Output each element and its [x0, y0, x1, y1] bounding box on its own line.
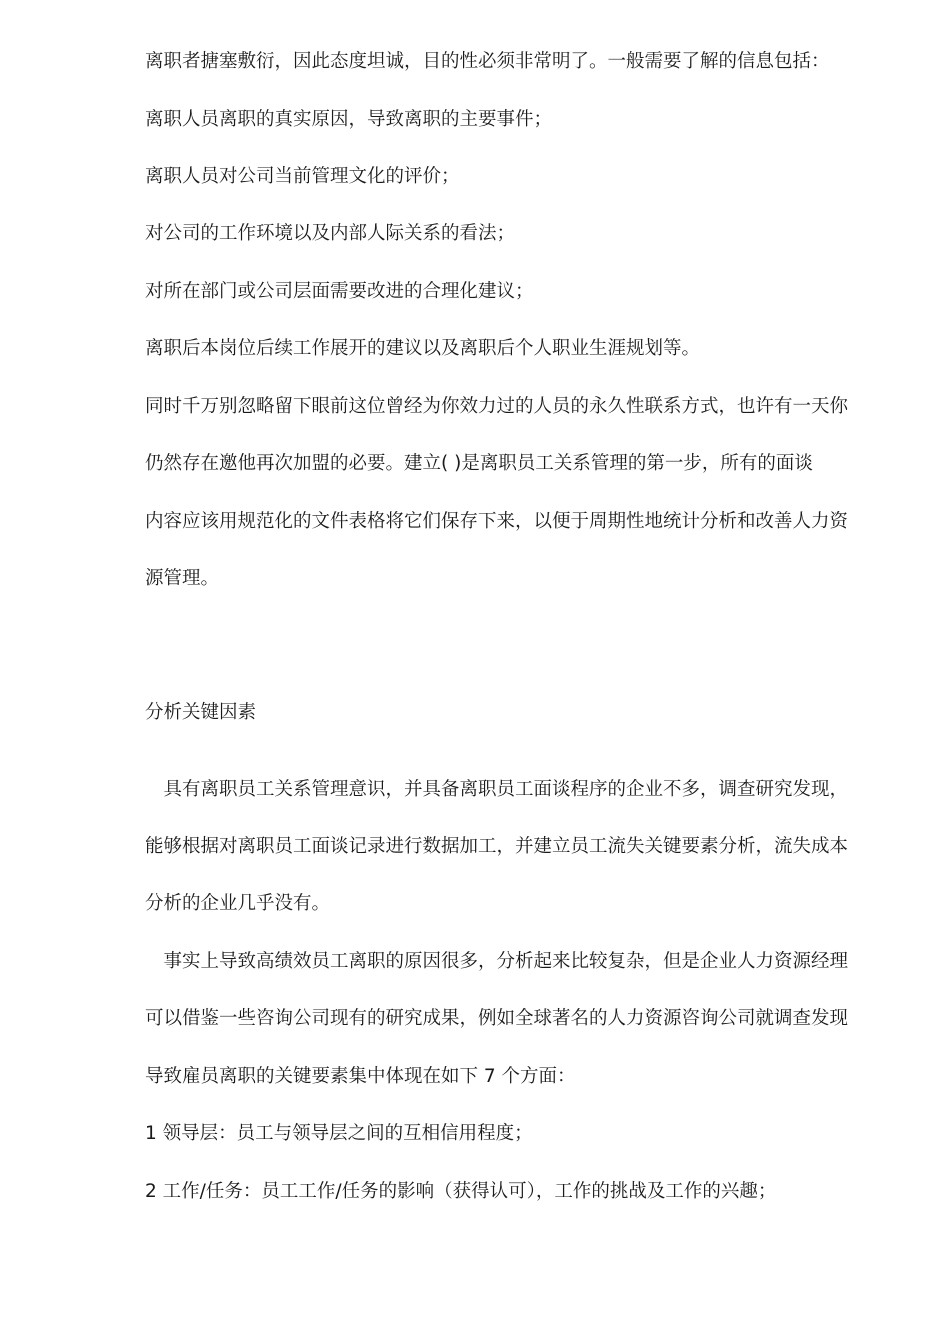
text-line: 离职后本岗位后续工作展开的建议以及离职后个人职业生涯规划等。 [145, 338, 701, 359]
text-line: 事实上导致高绩效员工离职的原因很多，分析起来比较复杂，但是企业人力资源经理 [145, 951, 849, 972]
text-line: 对公司的工作环境以及内部人际关系的看法； [145, 223, 516, 244]
text-line: 可以借鉴一些咨询公司现有的研究成果，例如全球著名的人力资源咨询公司就调查发现 [145, 1008, 849, 1029]
text-line: 分析的企业几乎没有。 [145, 893, 331, 914]
text-line: 具有离职员工关系管理意识，并具备离职员工面谈程序的企业不多，调查研究发现， [145, 779, 849, 800]
section-heading: 分析关键因素 [145, 702, 257, 723]
text-line: 同时千万别忽略留下眼前这位曾经为你效力过的人员的永久性联系方式，也许有一天你 [145, 396, 849, 417]
text-line: 仍然存在邀他再次加盟的必要。建立( )是离职员工关系管理的第一步，所有的面谈 [145, 453, 813, 474]
text-line: 能够根据对离职员工面谈记录进行数据加工，并建立员工流失关键要素分析，流失成本 [145, 836, 849, 857]
text-line: 离职人员对公司当前管理文化的评价； [145, 166, 460, 187]
list-item: 2 工作/任务：员工工作/任务的影响（获得认可），工作的挑战及工作的兴趣； [145, 1181, 777, 1202]
text-line: 对所在部门或公司层面需要改进的合理化建议； [145, 281, 534, 302]
text-line: 导致雇员离职的关键要素集中体现在如下 7 个方面： [145, 1066, 576, 1087]
text-line: 源管理。 [145, 568, 220, 589]
text-line: 内容应该用规范化的文件表格将它们保存下来，以便于周期性地统计分析和改善人力资 [145, 511, 849, 532]
text-line: 离职人员离职的真实原因，导致离职的主要事件； [145, 109, 553, 130]
list-item: 1 领导层：员工与领导层之间的互相信用程度； [145, 1123, 533, 1144]
text-line: 离职者搪塞敷衍，因此态度坦诚，目的性必须非常明了。一般需要了解的信息包括： [145, 51, 830, 72]
